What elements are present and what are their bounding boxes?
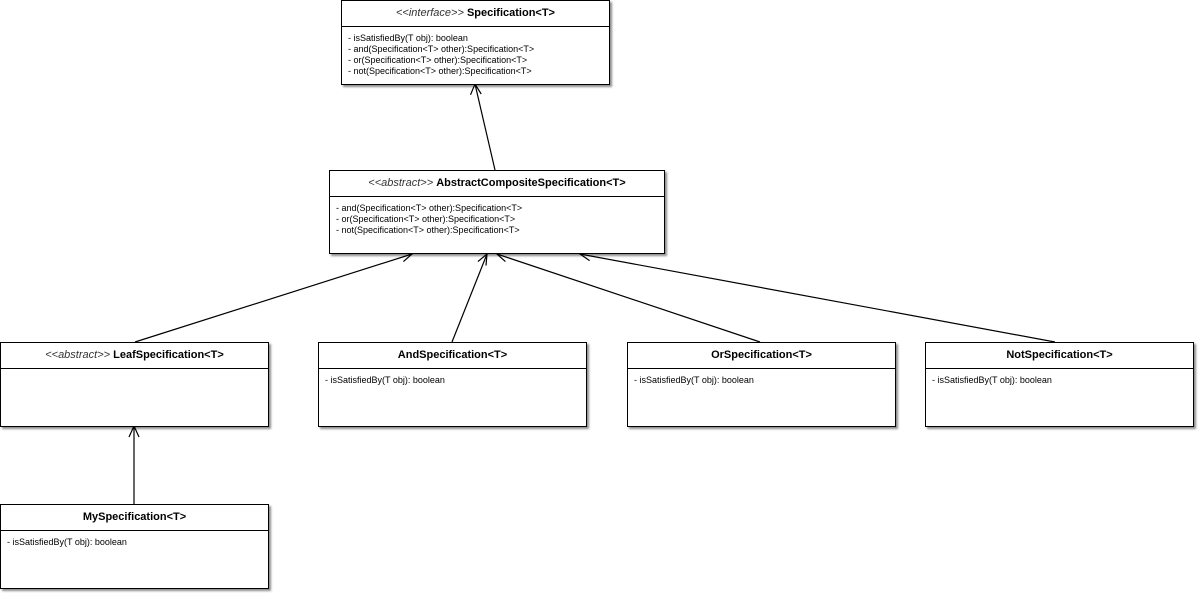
operations-compartment — [926, 369, 1193, 386]
class-header — [1, 343, 268, 369]
relation-not-to-abstract-composite — [580, 254, 1055, 342]
class-and-specification[interactable] — [318, 342, 587, 427]
operation: - not(Specification<T> other):Specification<T> — [348, 66, 532, 76]
class-abstract-composite-specification[interactable] — [329, 170, 665, 254]
operations-compartment — [330, 197, 664, 236]
class-header — [330, 171, 664, 197]
operation: - and(Specification<T> other):Specification<T> — [336, 203, 523, 213]
class-name: AndSpecification<T> — [397, 349, 508, 361]
relation-or-to-abstract-composite — [497, 254, 760, 342]
class-header — [628, 343, 895, 369]
operations-compartment — [342, 27, 609, 77]
relation-leaf-to-abstract-composite — [135, 254, 412, 342]
relation-abstract-composite-to-specification — [475, 84, 495, 170]
class-name: LeafSpecification<T> — [113, 349, 224, 361]
class-name: Specification<T> — [466, 7, 555, 19]
operation: - isSatisfiedBy(T obj): boolean — [325, 375, 445, 385]
class-or-specification[interactable] — [627, 342, 896, 427]
operation: - and(Specification<T> other):Specification<T> — [348, 44, 535, 54]
operation: - or(Specification<T> other):Specification<T> — [348, 55, 528, 65]
class-name: AbstractCompositeSpecification<T> — [436, 177, 626, 189]
operation: - isSatisfiedBy(T obj): boolean — [634, 375, 754, 385]
class-leaf-specification[interactable] — [0, 342, 269, 427]
class-name: MySpecification<T> — [82, 511, 187, 523]
operation: - isSatisfiedBy(T obj): boolean — [7, 537, 127, 547]
operation: - or(Specification<T> other):Specification<T> — [336, 214, 516, 224]
operations-compartment — [1, 531, 268, 548]
class-stereotype: <<abstract>> — [45, 349, 111, 361]
operations-compartment — [1, 369, 268, 375]
class-header — [1, 505, 268, 531]
operations-compartment — [628, 369, 895, 386]
class-header — [319, 343, 586, 369]
class-not-specification[interactable] — [925, 342, 1194, 427]
operation: - not(Specification<T> other):Specification<T> — [336, 225, 520, 235]
class-name: OrSpecification<T> — [711, 349, 812, 361]
class-specification[interactable] — [341, 0, 610, 85]
class-header — [926, 343, 1193, 369]
operations-compartment — [319, 369, 586, 386]
class-name: NotSpecification<T> — [1006, 349, 1113, 361]
class-stereotype: <<interface>> — [396, 7, 464, 19]
relation-and-to-abstract-composite — [452, 254, 487, 342]
class-my-specification[interactable] — [0, 504, 269, 589]
operation: - isSatisfiedBy(T obj): boolean — [348, 33, 468, 43]
class-header — [342, 1, 609, 27]
class-stereotype: <<abstract>> — [368, 177, 434, 189]
operation: - isSatisfiedBy(T obj): boolean — [932, 375, 1052, 385]
